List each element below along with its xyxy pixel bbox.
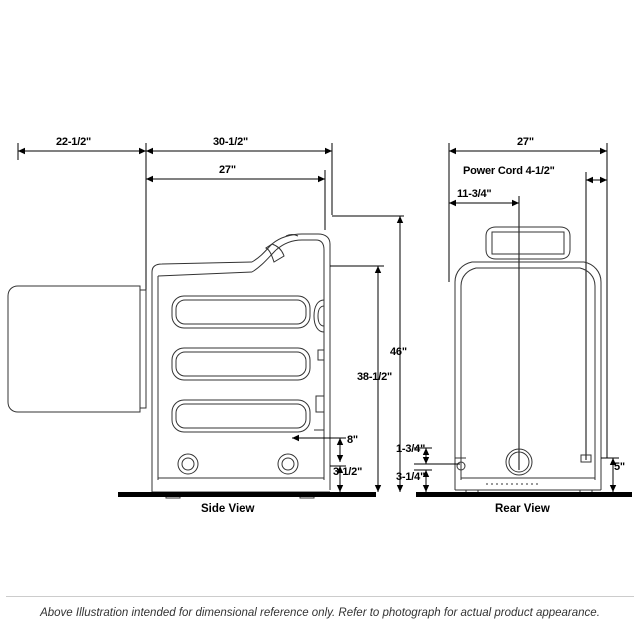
dim-label-cabinet-height: 38-1/2": [357, 371, 393, 383]
dim-label-total-width: 27": [517, 136, 534, 148]
side-view-label: Side View: [201, 503, 255, 515]
dim-label-total-depth: 30-1/2": [213, 136, 249, 148]
footnote-divider: [6, 596, 634, 597]
dim-label-total-height: 46": [390, 346, 407, 358]
dim-label-vent-offset-lower: 3-1/4": [396, 471, 426, 483]
dim-label-cord-offset: 11-3/4": [457, 188, 492, 200]
dim-label-vent-offset-upper: 1-3/4": [396, 443, 426, 455]
dim-label-door-open-depth: 22-1/2": [56, 136, 92, 148]
dim-label-cabinet-depth: 27": [219, 164, 236, 176]
footnote-text: Above Illustration intended for dimensional reference only. Refer to photograph for actual product appearance.: [40, 607, 600, 619]
dim-label-power-cord: Power Cord 4-1/2": [463, 165, 555, 177]
rear-view-label: Rear View: [495, 503, 550, 515]
dim-label-toe-height-upper: 8": [347, 434, 358, 446]
dim-label-foot-height: 5": [614, 461, 625, 473]
dim-label-toe-height-lower: 3-1/2": [333, 466, 363, 478]
